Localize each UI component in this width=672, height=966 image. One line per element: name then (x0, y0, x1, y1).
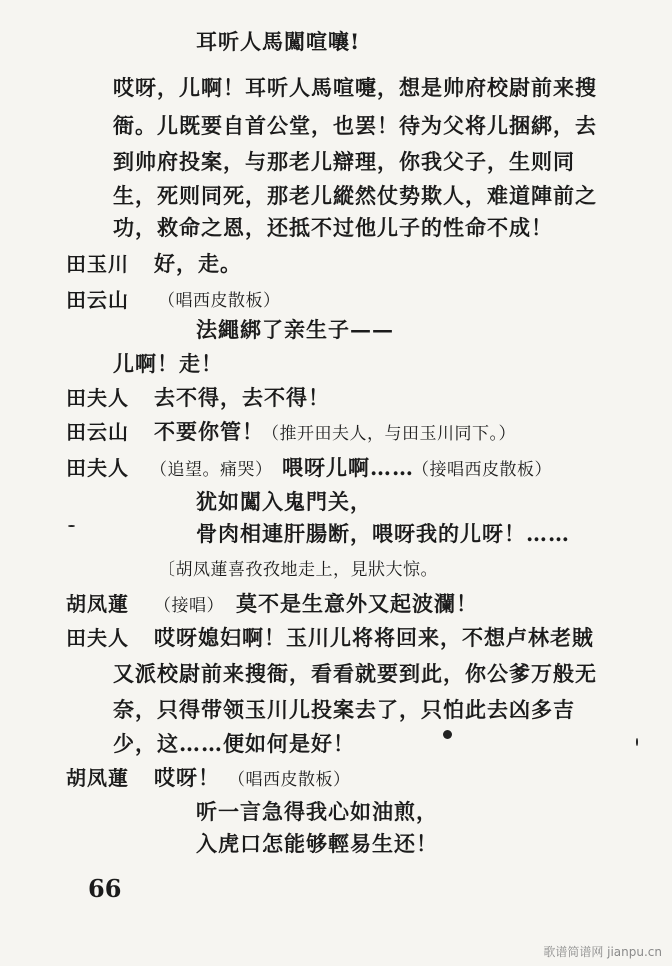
verse-line: 耳听人馬闖喧嚷! (196, 29, 361, 54)
stage-direction: 〔胡凤蓮喜孜孜地走上，見狀大惊。 (158, 560, 438, 580)
stage-direction: （追望。痛哭） (150, 460, 273, 480)
dialogue-line: 不要你管！ (154, 419, 264, 444)
dialogue-line: 儿啊！走！ (113, 351, 223, 376)
stage-direction: （接唱西皮散板） (412, 460, 552, 480)
dialogue-line: 到帅府投案，与那老儿辯理，你我父子，生则同 (113, 149, 575, 174)
ink-spot (636, 738, 638, 746)
speaker-name: 胡凤蓮 (66, 766, 129, 790)
verse-line: 入虎口怎能够輕易生还！ (196, 831, 438, 856)
speaker-name: 胡凤蓮 (66, 592, 129, 616)
dialogue-line: 莫不是生意外又起波瀾！ (236, 591, 478, 616)
stage-direction: （推开田夫人，与田玉川同下。） (262, 424, 516, 444)
stage-direction: （接唱） (154, 596, 224, 616)
dialogue-line: 喂呀儿啊…… (282, 455, 414, 480)
dialogue-line: 少，这……便如何是好！ (113, 731, 355, 756)
verse-line: 听一言急得我心如油煎， (196, 799, 438, 824)
dialogue-line: 哎呀媳妇啊！玉川儿将将回来，不想卢林老賊 (154, 625, 594, 650)
dialogue-line: 好，走。 (154, 251, 242, 276)
stage-direction: （唱西皮散板） (228, 770, 351, 790)
speaker-name: 田夫人 (66, 456, 129, 480)
dialogue-line: 哎呀！ (154, 765, 220, 790)
dialogue-line: 衙。儿既要自首公堂，也罢！待为父将儿捆綁，去 (113, 113, 597, 138)
ink-spot (443, 730, 452, 739)
page-number: 66 (88, 874, 122, 903)
verse-line: 骨肉相連肝腸断，喂呀我的儿呀！…… (196, 521, 570, 546)
ink-spot (68, 525, 75, 527)
stage-direction: （唱西皮散板） (158, 291, 281, 311)
verse-line: 犹如闖入鬼門关， (196, 489, 372, 514)
speaker-name: 田夫人 (66, 386, 129, 410)
dialogue-line: 功，救命之恩，还抵不过他儿子的性命不成！ (113, 215, 553, 240)
speaker-name: 田夫人 (66, 626, 129, 650)
speaker-name: 田玉川 (66, 252, 129, 276)
speaker-name: 田云山 (66, 288, 129, 312)
dialogue-line: 去不得，去不得！ (154, 385, 330, 410)
dialogue-line: 生，死则同死，那老儿縱然仗势欺人，难道陣前之 (113, 183, 597, 208)
dialogue-line: 奈，只得带领玉川儿投案去了，只怕此去凶多吉 (113, 697, 575, 722)
speaker-name: 田云山 (66, 420, 129, 444)
dialogue-line: 哎呀，儿啊！耳听人馬喧嚏，想是帅府校尉前来搜 (113, 75, 597, 100)
verse-line: 法繩綁了亲生子—— (196, 317, 394, 342)
dialogue-line: 又派校尉前来搜衙，看看就要到此，你公爹万般无 (113, 661, 597, 686)
watermark: 歌谱简谱网 jianpu.cn (543, 945, 662, 959)
